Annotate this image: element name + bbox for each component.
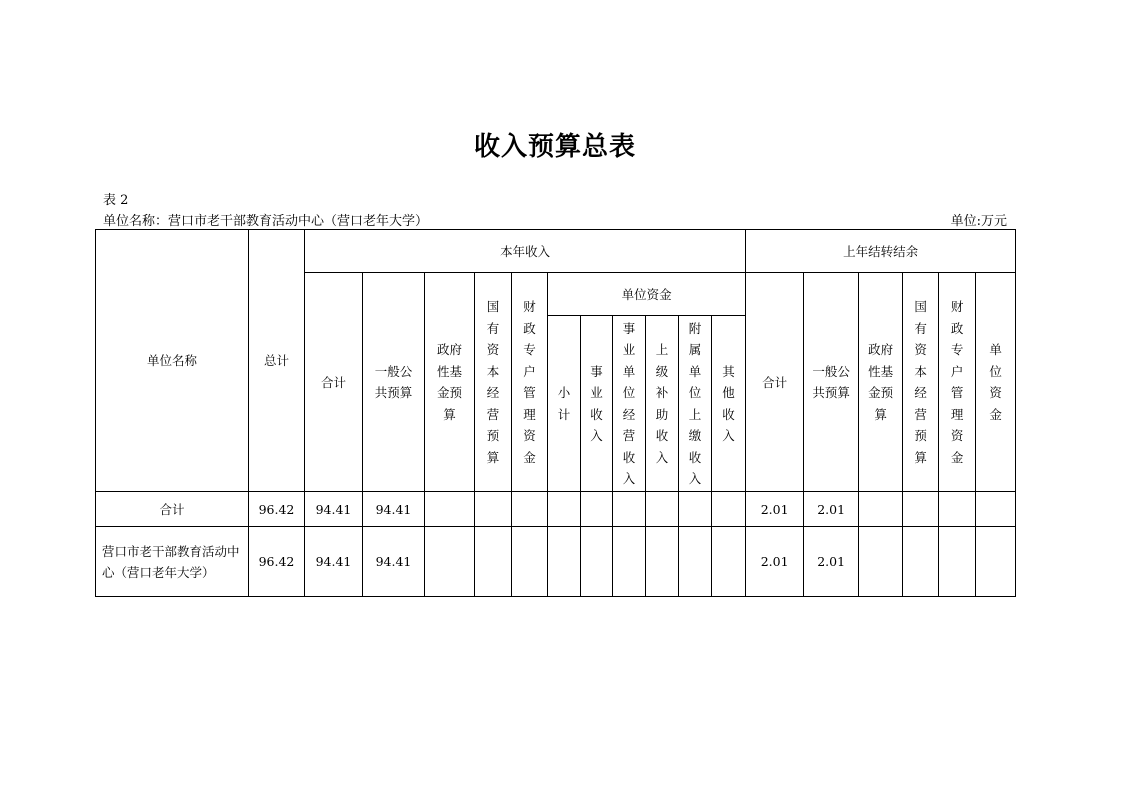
header-gov-fund: 政府性基金预算 <box>425 273 475 492</box>
header-operating-income: 事业单位经营收入 <box>613 316 646 492</box>
header-small-total: 小计 <box>548 316 581 492</box>
income-budget-table <box>95 229 1016 597</box>
row-name: 合计 <box>96 492 249 527</box>
row-subtotal: 94.41 <box>305 527 363 597</box>
row-prev-general: 2.01 <box>804 527 859 597</box>
row-prev-total: 2.01 <box>746 492 804 527</box>
header-unit-name: 单位名称 <box>96 230 249 492</box>
header-prev-state-capital: 国有资本经营预算 <box>903 273 939 492</box>
header-prev-unit-funds: 单位资金 <box>976 273 1016 492</box>
unit-name-label: 单位名称：营口市老干部教育活动中心（营口老年大学） <box>103 214 429 229</box>
table-number: 表 2 <box>103 193 129 208</box>
table-row <box>96 527 1016 597</box>
table-row <box>96 492 1016 527</box>
header-business-income: 事业收入 <box>581 316 613 492</box>
header-state-capital: 国有资本经营预算 <box>475 273 512 492</box>
page-title: 收入预算总表 <box>473 132 636 162</box>
row-total: 96.42 <box>249 492 305 527</box>
header-current-year: 本年收入 <box>305 230 746 273</box>
row-total: 96.42 <box>249 527 305 597</box>
header-prev-year: 上年结转结余 <box>746 230 1016 273</box>
unit-label: 单位:万元 <box>950 214 1007 229</box>
header-affiliated-income: 附属单位上缴收入 <box>679 316 712 492</box>
header-subtotal: 合计 <box>305 273 363 492</box>
row-prev-total: 2.01 <box>746 527 804 597</box>
header-prev-gov-fund: 政府性基金预算 <box>859 273 903 492</box>
header-general-budget: 一般公共预算 <box>363 273 425 492</box>
header-fiscal-special: 财政专户管理资金 <box>512 273 548 492</box>
row-general-budget: 94.41 <box>363 527 425 597</box>
header-prev-total: 合计 <box>746 273 804 492</box>
header-unit-funds: 单位资金 <box>548 273 746 316</box>
header-total: 总计 <box>249 230 305 492</box>
header-other-income: 其他收入 <box>712 316 746 492</box>
row-name: 营口市老干部教育活动中心（营口老年大学） <box>96 527 249 597</box>
row-subtotal: 94.41 <box>305 492 363 527</box>
row-prev-general: 2.01 <box>804 492 859 527</box>
row-general-budget: 94.41 <box>363 492 425 527</box>
header-prev-general-budget: 一般公共预算 <box>804 273 859 492</box>
header-superior-subsidy: 上级补助收入 <box>646 316 679 492</box>
header-prev-fiscal-special: 财政专户管理资金 <box>939 273 976 492</box>
